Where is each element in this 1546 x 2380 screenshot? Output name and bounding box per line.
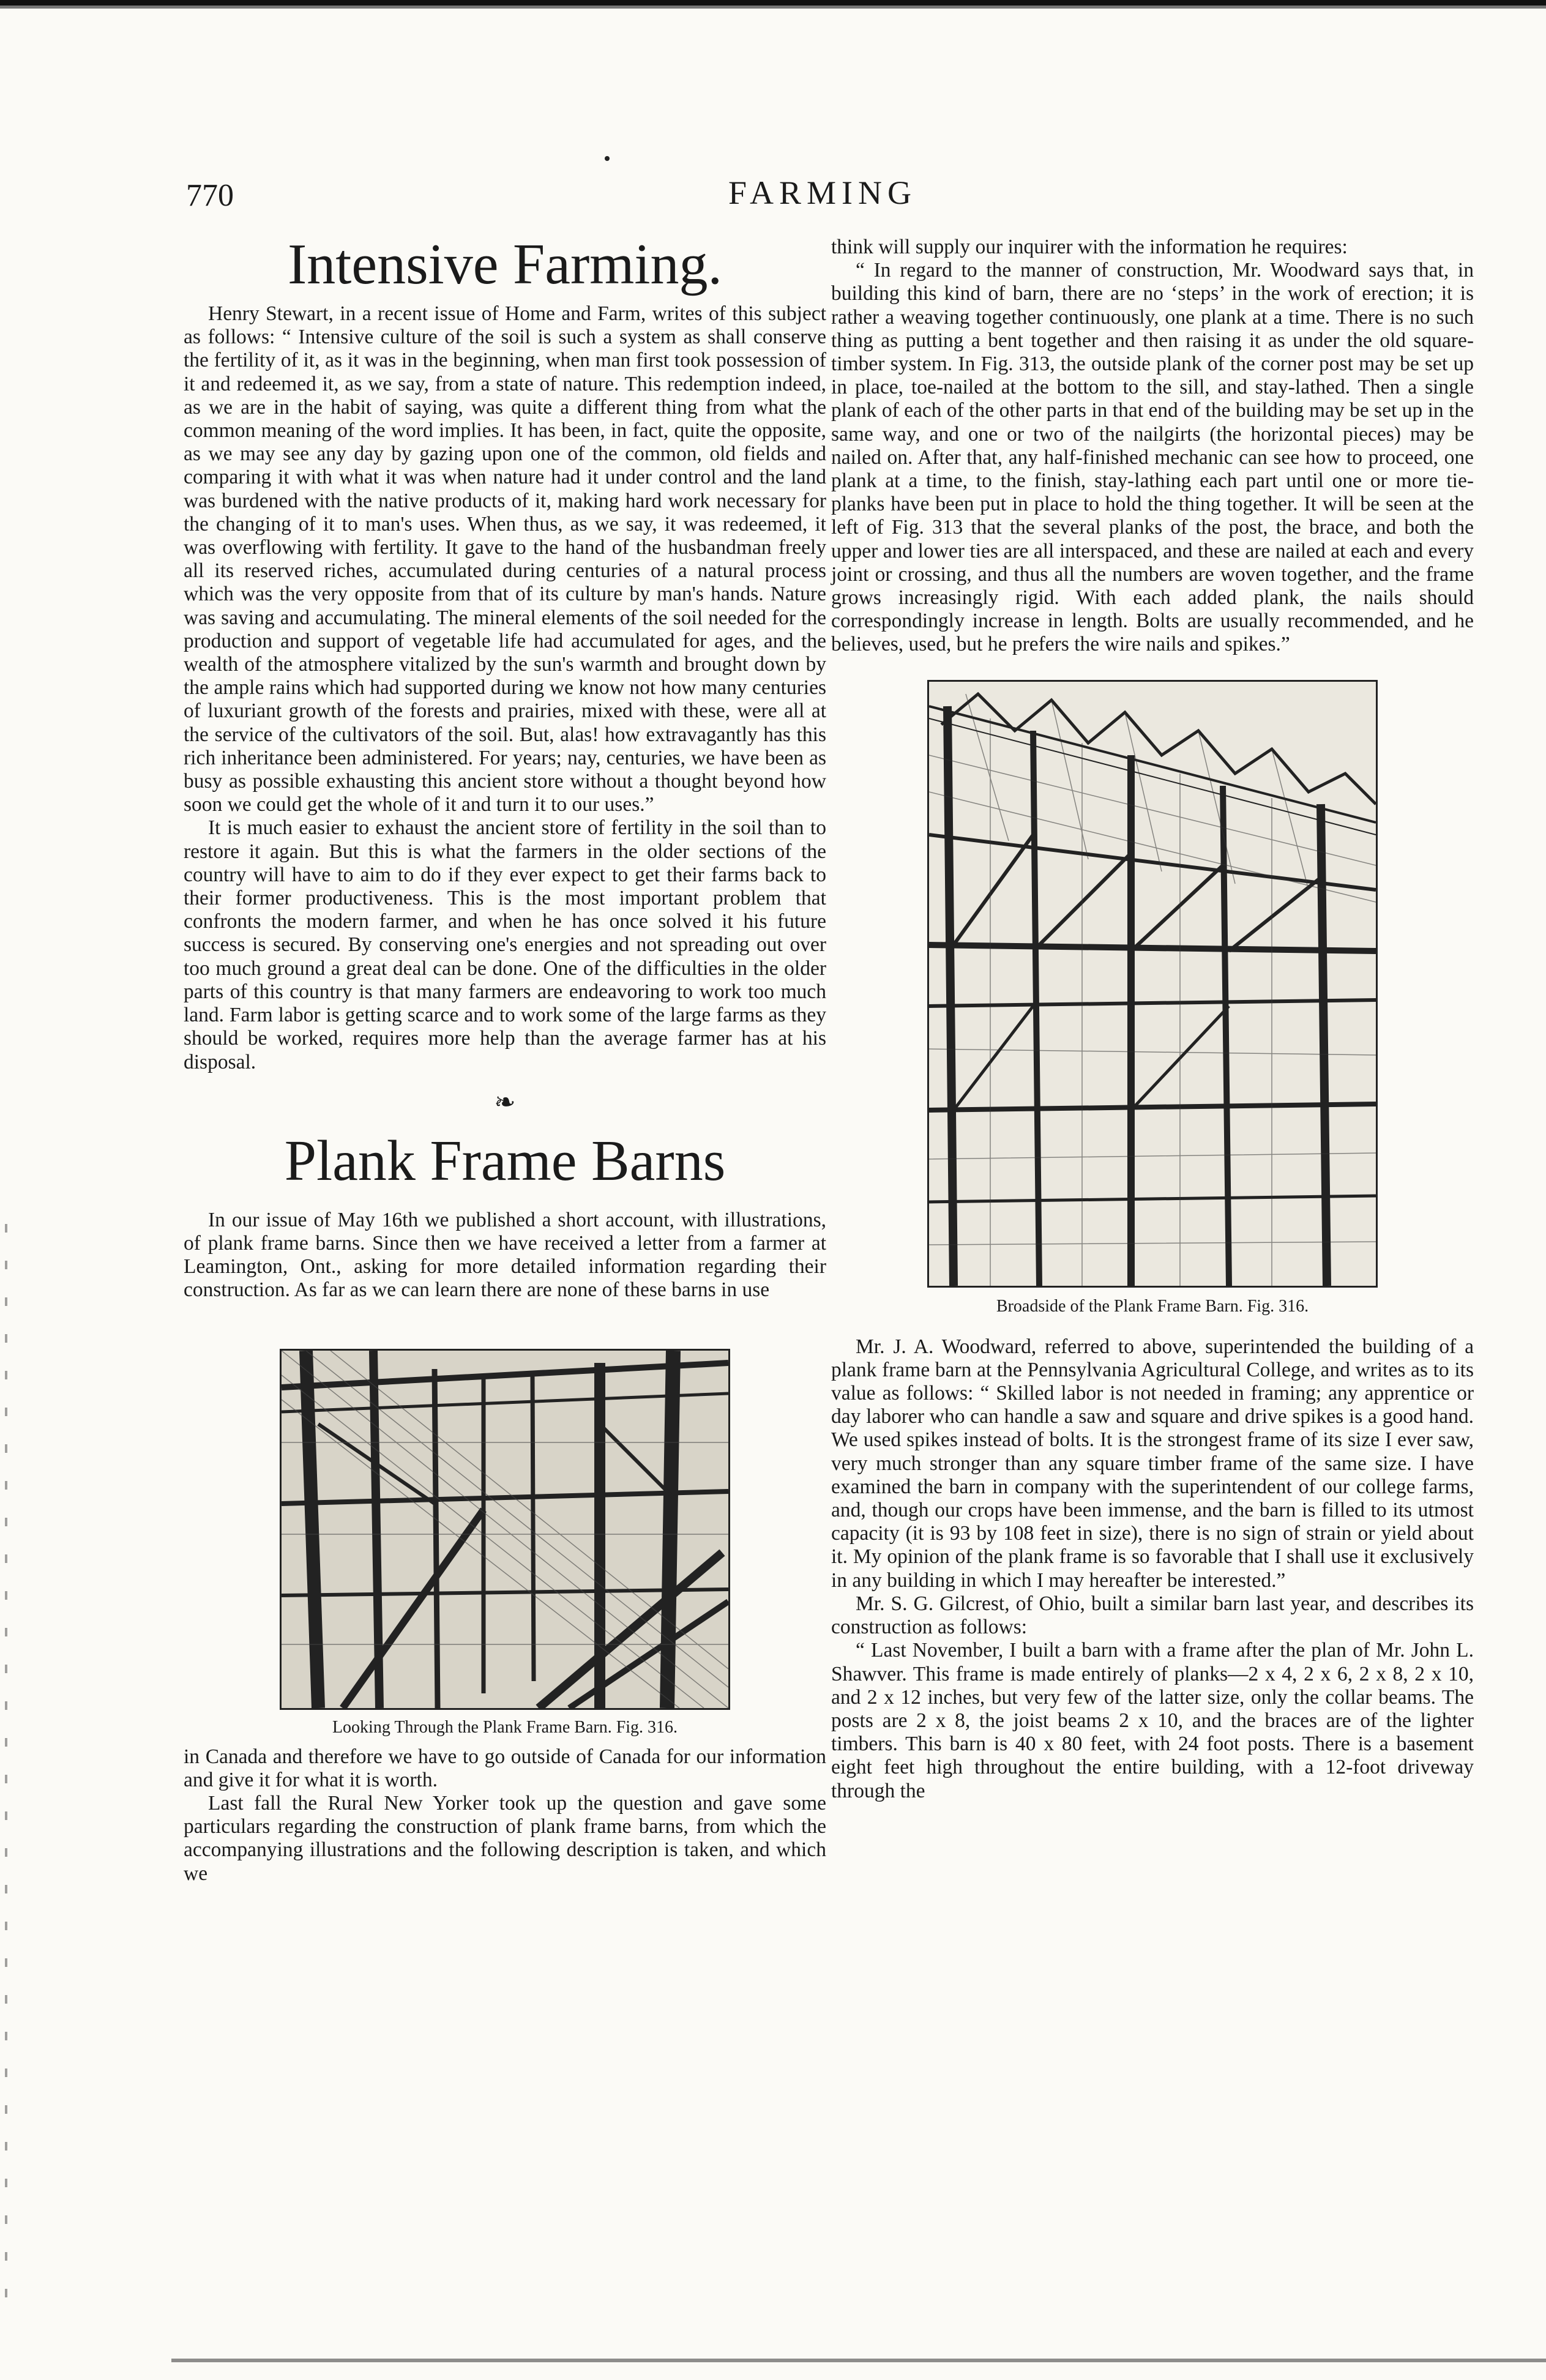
figure-broadside-barn	[927, 680, 1378, 1288]
figure-looking-through-barn	[280, 1349, 730, 1710]
paragraph: “ Last November, I built a barn with a frame after the plan of Mr. John L. Shawver. This frame is made entirely of planks—2 x 4, 2 x 6, 2 x 8, 2 x 10, and 2 x 12 inches, but very few of the latter size, only the collar beams. The posts are 2 x 8, the joist beams 2 x 10, and the braces are of the lighter timbers. This barn is 40 x 80 feet, with 24 foot posts. There is a basement eight feet high throughout the entire building, with a 12-foot driveway through the	[831, 1639, 1474, 1802]
paragraph: Last fall the Rural New Yorker took up the question and gave some particulars regarding the construction of plank frame barns, from which the accompanying illustrations and the following description is taken, and which we	[184, 1791, 826, 1885]
scan-edge-bottom	[171, 2356, 1546, 2365]
scan-edge-top	[0, 0, 1546, 12]
running-head: FARMING	[728, 174, 917, 211]
barn-interior-engraving	[282, 1351, 728, 1708]
paragraph: In our issue of May 16th we published a short account, with illustrations, of plank frame barns. Since then we have received a letter from a farmer at Leamington, Ont., asking for more detailed information regarding their construction. As far as we can learn there are none of these barns in use	[184, 1208, 826, 1302]
paragraph: It is much easier to exhaust the ancient store of fertility in the soil than to restore it again. But this is what the farmers in the older sections of the country will have to aim to do if they ever expect to get their farms back to their former productiveness. This is the most important problem that confronts the modern farmer, and when he has once solved it his future success is secured. By conserving one's energies and not spreading out over too much ground a great deal can be done. One of the difficulties in the older parts of this country is that many farmers are endeavoring to work too much land. Farm labor is getting scarce and to work some of the large farms as they should be worked, requires more help than the average farmer has at his disposal.	[184, 816, 826, 1073]
figure-caption-left: Looking Through the Plank Frame Barn. Fig. 316.	[332, 1717, 678, 1737]
paragraph: Mr. J. A. Woodward, referred to above, superintended the building of a plank frame barn at the Pennsylvania Agricultural College, and writes as to its value as follows: “ Skilled labor is not needed in framing; any apprentice or day laborer who can handle a saw and square and drive spikes is a good hand. We used spikes instead of bolts. It is the strongest frame of its size I ever saw, very much stronger than any square timber frame of the same size. I have examined the barn in company with the superintendent of our college farms, and, though our crops have been immense, and the barn is filled to its utmost capacity (it is 93 by 108 feet in size), there is no sign of strain or yield about it. My opinion of the plank frame is so favorable that I shall use it exclusively in any building in which I may hereafter be interested.”	[831, 1335, 1474, 1592]
scan-edge-left	[5, 1224, 7, 2326]
article-title-intensive-farming: Intensive Farming.	[287, 233, 723, 296]
paragraph: Mr. S. G. Gilcrest, of Ohio, built a similar barn last year, and describes its construction as follows:	[831, 1592, 1474, 1639]
page-number: 770	[186, 178, 234, 213]
barn-broadside-engraving	[929, 682, 1376, 1286]
paragraph: think will supply our inquirer with the information he requires:	[831, 236, 1348, 258]
paragraph: “ In regard to the manner of construction, Mr. Woodward says that, in building this kind of barn, there are no ‘steps’ in the work of erection; it is rather a weaving together continuously, one plank at a time. There is no such thing as putting a bent together and then raising it as under the old square-timber system. In Fig. 313, the outside plank of the corner post may be set up in place, toe-nailed at the bottom to the sill, and stay-lathed. Then a single plank of each of the other parts in that end of the building may be set up in the same way, and one or two of the nailgirts (the horizontal pieces) may be nailed on. After that, any half-finished mechanic can see how to proceed, one plank at a time, to the finish, stay-lathing each part until one or more tie-planks have been put in place to hold the thing together. It will be seen at the left of Fig. 313 that the several planks of the post, the brace, and both the upper and lower ties are all interspaced, and these are nailed at each and every joint or crossing, and thus all the numbers are woven together, and the frame grows increasingly rigid. With each added plank, the nails should correspondingly increase in length. Bolts are usually recommended, and he believes, used, but he prefers the wire nails and spikes.”	[831, 259, 1474, 656]
ink-dot	[605, 156, 610, 161]
right-column	[831, 236, 1474, 1803]
section-ornament: ❧	[494, 1088, 516, 1117]
article-title-plank-frame-barns: Plank Frame Barns	[284, 1128, 726, 1193]
paragraph: in Canada and therefore we have to go outside of Canada for our information and give it for what it is worth.	[184, 1745, 826, 1791]
left-column	[184, 233, 826, 1886]
paragraph: Henry Stewart, in a recent issue of Home and Farm, writes of this subject as follows: “ Intensive culture of the soil is such a system as shall conserve the fertility of it, as it was in the beginning, when man first took possession of it and redeemed it, as we say, from a state of nature. This redemption indeed, as we are in the habit of saying, was quite a different thing from what the common meaning of the word implies. It has been, in fact, quite the opposite, as we may see any day by gazing upon one of the common, old fields and comparing it with what it was when nature had it under control and the land was burdened with the native products of it, making hard work necessary for the changing of it to man's uses. When thus, as we say, it was redeemed, it was overflowing with fertility. It gave to the hand of the husbandman freely all its reserved riches, accumulated during centuries of a natural process which was the very opposite from that of its culture by man's hands. Nature was saving and accumulating. The mineral elements of the soil needed for the production and support of vegetable life had accumulated for ages, and the wealth of the atmosphere vitalized by the sun's warmth and brought down by the ample rains which had supported during we know not how many centuries of luxuriant growth of the forests and prairies, mixed with these, were all at the service of the cultivators of the soil. But, alas! how extravagantly has this rich inheritance been administered. For years; nay, centuries, we have been as busy as possible exhausting this ancient store without a thought beyond how soon we could get the whole of it and turn it to our uses.”	[184, 302, 826, 816]
figure-caption-right: Broadside of the Plank Frame Barn. Fig. 316.	[996, 1296, 1309, 1316]
